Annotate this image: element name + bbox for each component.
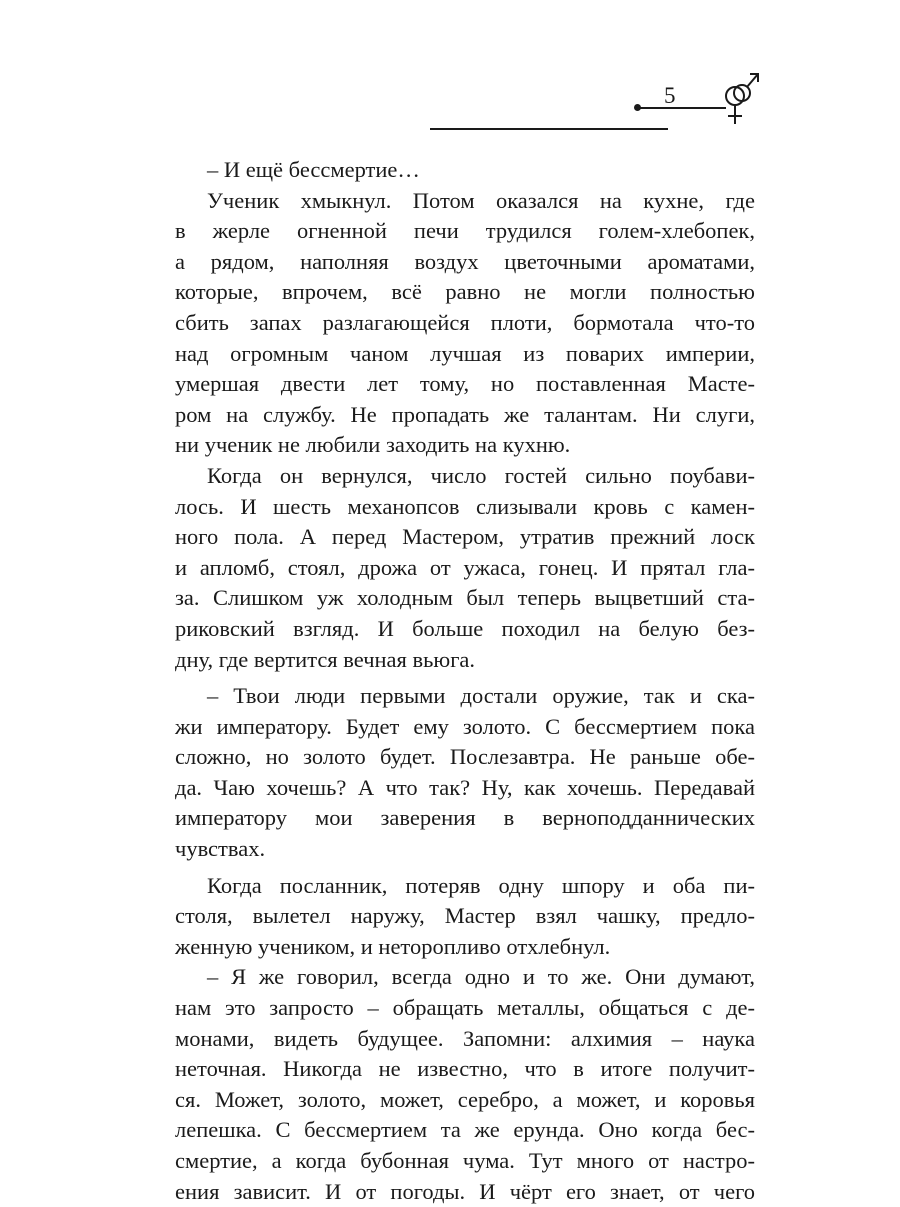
text-line: над огромным чаном лучшая из поварих империи, — [175, 340, 755, 366]
text-line: ся. Может, золото, может, серебро, а может, и коровья — [175, 1086, 755, 1112]
text-line: нам это запросто – обращать металлы, общаться с де- — [175, 995, 755, 1021]
text-line: жи императору. Будет ему золото. С бессмертием пока — [175, 713, 755, 739]
text-line: неточная. Никогда не известно, что в итоге получит- — [175, 1056, 755, 1082]
text-line: столя, вылетел наружу, Мастер взял чашку, предло- — [175, 903, 755, 929]
text-line: лепешка. С бессмертием та же ерунда. Оно когда бес- — [175, 1117, 755, 1143]
text-line: а рядом, наполняя воздух цветочными ароматами, — [175, 248, 755, 274]
text-line: – Я же говорил, всегда одно и то же. Они думают, — [207, 964, 755, 990]
page-number: 5 — [664, 83, 676, 108]
text-line: и апломб, стоял, дрожа от ужаса, гонец. И прятал гла- — [175, 554, 755, 580]
text-line: Ученик хмыкнул. Потом оказался на кухне, где — [207, 187, 755, 213]
text-line: дну, где вертится вечная вьюга. — [175, 646, 476, 672]
text-line: Когда посланник, потеряв одну шпору и оба пи- — [207, 872, 755, 898]
text-line: умершая двести лет тому, но поставленная Масте- — [175, 371, 755, 397]
page-header — [0, 0, 900, 140]
text-line: да. Чаю хочешь? А что так? Ну, как хочешь. Передавай — [175, 774, 755, 800]
text-line: монами, видеть будущее. Запомни: алхимия – наука — [175, 1025, 755, 1051]
text-line: сбить запах разлагающейся плоти, бормотала что-то — [175, 309, 755, 335]
text-line: ного пола. А перед Мастером, утратив прежний лоск — [175, 524, 755, 550]
text-line: в жерле огненной печи трудился голем-хлебопек, — [175, 218, 755, 244]
text-line: лось. И шесть механопсов слизывали кровь с камен- — [175, 493, 755, 519]
header-ornament-line — [638, 107, 726, 109]
male-female-symbol-icon — [718, 66, 764, 128]
text-line: императору мои заверения в верноподданнических — [175, 805, 755, 831]
text-line: за. Слишком уж холодным был теперь выцветший ста- — [175, 585, 755, 611]
text-line: Когда он вернулся, число гостей сильно поубави- — [207, 462, 755, 488]
text-line: ром на службу. Не пропадать же талантам. Ни слуги, — [175, 401, 755, 427]
text-line: чувствах. — [175, 836, 266, 862]
text-line: женную учеником, и неторопливо отхлебнул. — [175, 933, 611, 959]
text-line: риковский взгляд. И больше походил на белую без- — [175, 615, 755, 641]
text-line: сложно, но золото будет. Послезавтра. Не раньше обе- — [175, 744, 755, 770]
text-line: которые, впрочем, всё равно не могли полностью — [175, 279, 755, 305]
header-rule — [430, 128, 668, 130]
text-line: – И ещё бессмертие… — [207, 157, 420, 182]
text-line: смертие, а когда бубонная чума. Тут много от настро- — [175, 1148, 755, 1173]
text-line: ения зависит. И от погоды. И чёрт его знает, от чего — [175, 1178, 755, 1204]
body-text — [175, 155, 755, 1207]
text-line: ни ученик не любили заходить на кухню. — [175, 432, 571, 458]
text-line: – Твои люди первыми достали оружие, так и ска- — [207, 683, 755, 709]
